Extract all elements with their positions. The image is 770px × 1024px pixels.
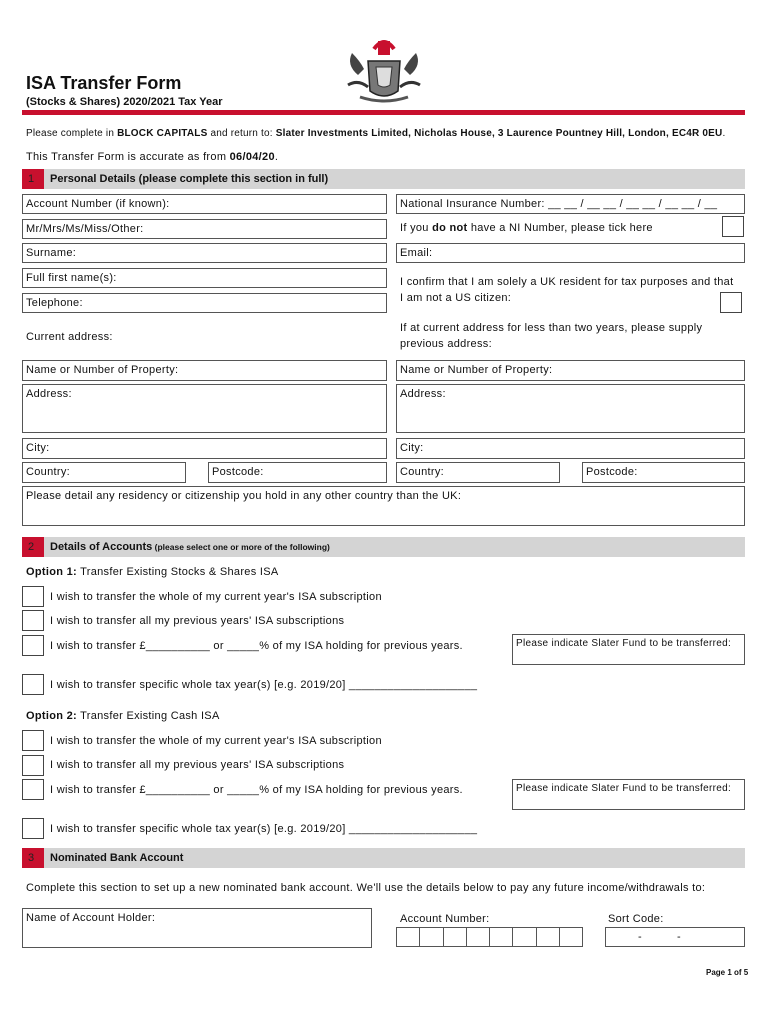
header-divider bbox=[22, 110, 745, 115]
option1-partial-checkbox[interactable] bbox=[22, 635, 44, 656]
option1-partial-label: I wish to transfer £__________ or _____% of my ISA holding for previous years. bbox=[50, 640, 463, 652]
option-1-heading: Option 1: Transfer Existing Stocks & Shares ISA bbox=[26, 566, 279, 578]
section-1-header bbox=[22, 169, 745, 189]
bank-account-number-label: Account Number: bbox=[400, 913, 490, 925]
previous-address-label-line-2: previous address: bbox=[400, 338, 492, 350]
previous-country-field[interactable]: Country: bbox=[396, 462, 560, 483]
previous-city-field[interactable]: City: bbox=[396, 438, 745, 459]
email-field[interactable]: Email: bbox=[396, 243, 745, 263]
bank-intro-text: Complete this section to set up a new nominated bank account. We'll use the details below to pay any future income/withdrawals to: bbox=[26, 882, 706, 894]
current-property-field[interactable]: Name or Number of Property: bbox=[22, 360, 387, 381]
option1-specific-years-checkbox[interactable] bbox=[22, 674, 44, 695]
ni-number-field[interactable]: National Insurance Number: __ __ / __ __ / __ __ / __ __ / __ bbox=[396, 194, 745, 214]
option2-whole-current-label: I wish to transfer the whole of my current year's ISA subscription bbox=[50, 735, 382, 747]
account-holder-field[interactable]: Name of Account Holder: bbox=[22, 908, 372, 948]
option2-partial-checkbox[interactable] bbox=[22, 779, 44, 800]
slater-crest-logo bbox=[338, 35, 430, 107]
section-title: Personal Details (please complete this section in full) bbox=[50, 173, 329, 185]
section-3-header bbox=[22, 848, 745, 868]
uk-resident-label-line-2: I am not a US citizen: bbox=[400, 292, 512, 304]
surname-field[interactable]: Surname: bbox=[22, 243, 387, 263]
page-number: Page 1 of 5 bbox=[706, 968, 749, 977]
section-number: 3 bbox=[22, 848, 44, 868]
previous-address-field[interactable]: Address: bbox=[396, 384, 745, 433]
no-ni-checkbox[interactable] bbox=[722, 216, 744, 237]
option1-all-previous-label: I wish to transfer all my previous years' ISA subscriptions bbox=[50, 615, 345, 627]
uk-resident-label-line-1: I confirm that I am solely a UK resident for tax purposes and that bbox=[400, 276, 734, 288]
option2-all-previous-checkbox[interactable] bbox=[22, 755, 44, 776]
form-subtitle: (Stocks & Shares) 2020/2021 Tax Year bbox=[26, 96, 223, 108]
option2-specific-years-checkbox[interactable] bbox=[22, 818, 44, 839]
section-2-header bbox=[22, 537, 745, 557]
title-field[interactable]: Mr/Mrs/Ms/Miss/Other: bbox=[22, 219, 387, 239]
section-number: 1 bbox=[22, 169, 44, 189]
first-names-field[interactable]: Full first name(s): bbox=[22, 268, 387, 288]
current-postcode-field[interactable]: Postcode: bbox=[208, 462, 387, 483]
current-country-field[interactable]: Country: bbox=[22, 462, 186, 483]
option1-specific-years-label: I wish to transfer specific whole tax year(s) [e.g. 2019/20] ____________________ bbox=[50, 679, 478, 691]
previous-postcode-field[interactable]: Postcode: bbox=[582, 462, 745, 483]
previous-property-field[interactable]: Name or Number of Property: bbox=[396, 360, 745, 381]
section-number: 2 bbox=[22, 537, 44, 557]
current-address-label: Current address: bbox=[26, 331, 113, 343]
sort-code-label: Sort Code: bbox=[608, 913, 664, 925]
residency-field[interactable]: Please detail any residency or citizenship you hold in any other country than the UK: bbox=[22, 486, 745, 526]
bank-account-number-boxes[interactable] bbox=[396, 927, 583, 947]
option-2-heading: Option 2: Transfer Existing Cash ISA bbox=[26, 710, 220, 722]
previous-address-label-line-1: If at current address for less than two years, please supply bbox=[400, 322, 703, 334]
option2-fund-field[interactable]: Please indicate Slater Fund to be transferred: bbox=[512, 779, 745, 810]
option1-all-previous-checkbox[interactable] bbox=[22, 610, 44, 631]
accurate-date-line: This Transfer Form is accurate as from 06/04/20. bbox=[26, 151, 279, 163]
form-title: ISA Transfer Form bbox=[26, 73, 182, 93]
current-address-field[interactable]: Address: bbox=[22, 384, 387, 433]
no-ni-label: If you do not have a NI Number, please tick here bbox=[400, 222, 653, 234]
account-number-field[interactable]: Account Number (if known): bbox=[22, 194, 387, 214]
option2-all-previous-label: I wish to transfer all my previous years' ISA subscriptions bbox=[50, 759, 345, 771]
sort-code-field[interactable]: - - bbox=[605, 927, 745, 947]
option1-whole-current-label: I wish to transfer the whole of my current year's ISA subscription bbox=[50, 591, 382, 603]
uk-resident-checkbox[interactable] bbox=[720, 292, 742, 313]
option1-fund-field[interactable]: Please indicate Slater Fund to be transferred: bbox=[512, 634, 745, 665]
return-instructions: Please complete in BLOCK CAPITALS and return to: Slater Investments Limited, Nicholas House, 3 Laurence Pountney Hill, London, EC4R 0EU. bbox=[26, 128, 726, 139]
option1-whole-current-checkbox[interactable] bbox=[22, 586, 44, 607]
option2-specific-years-label: I wish to transfer specific whole tax year(s) [e.g. 2019/20] ____________________ bbox=[50, 823, 478, 835]
section-title: Nominated Bank Account bbox=[50, 852, 184, 864]
current-city-field[interactable]: City: bbox=[22, 438, 387, 459]
telephone-field[interactable]: Telephone: bbox=[22, 293, 387, 313]
option2-partial-label: I wish to transfer £__________ or _____% of my ISA holding for previous years. bbox=[50, 784, 463, 796]
option2-whole-current-checkbox[interactable] bbox=[22, 730, 44, 751]
section-title: Details of Accounts (please select one or more of the following) bbox=[50, 541, 330, 553]
